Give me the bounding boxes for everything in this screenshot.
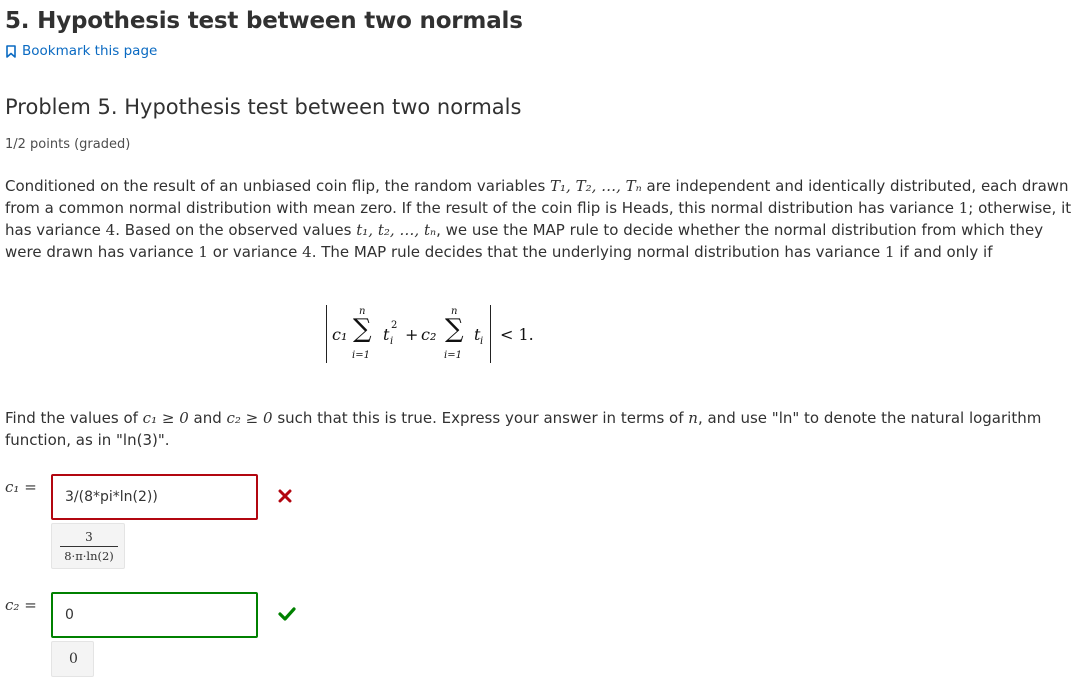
problem-statement: Conditioned on the result of an unbiased coin flip, the random variables T₁, T₂, …, Tₙ are independent and identically distributed, each drawn from a common normal distribution with mean zero. If the result of the coin flip is Heads, this normal distribution has variance 1; otherwise, it has variance 4. Based on the observed values t₁, t₂, …, tₙ, we use the MAP rule to decide whether the normal distribution from which they were drawn has variance 1 or variance 4. The MAP rule decides that the underlying normal distribution has variance 1 if and only if: [5, 177, 1072, 261]
cross-icon: [278, 488, 292, 507]
check-icon: [278, 606, 296, 625]
sum-symbol: ∑: [445, 314, 464, 344]
points-status: 1/2 points (graded): [5, 137, 131, 152]
abs-bar-right: [490, 305, 491, 363]
c1-math-preview: 3 8·π·ln(2): [51, 523, 125, 569]
math-t-vars: t₁, t₂, …, tₙ: [356, 221, 437, 239]
sum-symbol: ∑: [353, 314, 372, 344]
c2-math-preview: 0: [51, 641, 94, 677]
map-rule-equation: c₁ n ∑ i=1 t i 2 + c₂ n ∑ i=1 t i < 1.: [323, 302, 563, 366]
c1-input[interactable]: [51, 474, 258, 520]
math-T-vars: T₁, T₂, …, Tₙ: [550, 177, 642, 195]
bookmark-button[interactable]: [6, 43, 157, 59]
bookmark-icon: [6, 45, 16, 58]
abs-bar-left: [326, 305, 327, 363]
bookmark-label: Bookmark this page: [22, 43, 158, 59]
instructions-text: Find the values of c₁ ≥ 0 and c₂ ≥ 0 such that this is true. Express your answer in terms of n, and use "ln" to denote the natural logarithm function, as in "ln(3)".: [5, 409, 1042, 449]
c2-input[interactable]: [51, 592, 258, 638]
c2-label: c₂ =: [5, 596, 37, 614]
c1-label: c₁ =: [5, 478, 37, 496]
page-title: 5. Hypothesis test between two normals: [5, 8, 523, 34]
problem-title: Problem 5. Hypothesis test between two normals: [5, 95, 522, 119]
